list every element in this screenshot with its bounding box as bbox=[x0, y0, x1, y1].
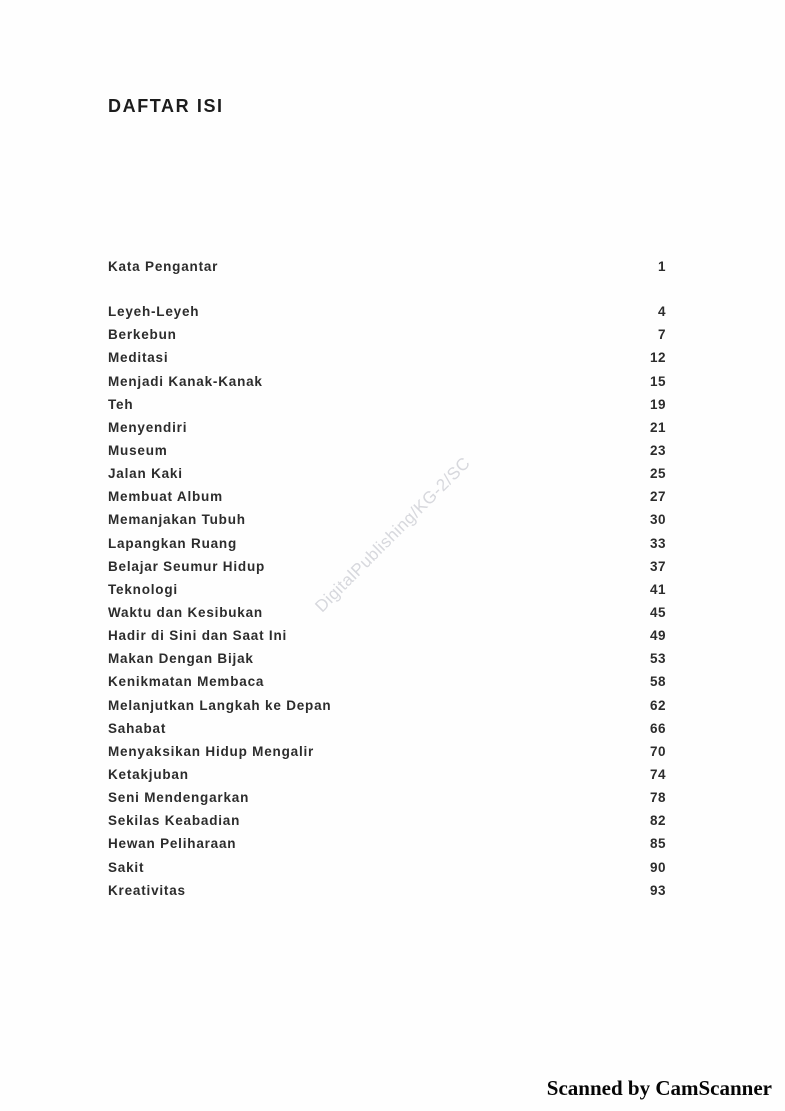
toc-row bbox=[108, 439, 666, 462]
toc-entry-page-number: 7 bbox=[657, 327, 666, 343]
toc-entry-page-number: 27 bbox=[649, 489, 666, 505]
toc-entry-label: Ketakjuban bbox=[108, 767, 189, 783]
toc-entry-label: Makan Dengan Bijak bbox=[108, 651, 254, 667]
toc-row bbox=[108, 740, 666, 763]
toc-entry-page-number: 12 bbox=[649, 350, 666, 366]
toc-entry-label: Membuat Album bbox=[108, 489, 223, 505]
toc-row bbox=[108, 555, 666, 578]
toc-row bbox=[108, 624, 666, 647]
toc-entry-label: Menyendiri bbox=[108, 419, 188, 435]
toc-entry-label: Menjadi Kanak-Kanak bbox=[108, 373, 263, 389]
front-matter-list bbox=[108, 255, 666, 278]
table-of-contents bbox=[108, 255, 666, 902]
toc-entry-page-number: 90 bbox=[649, 859, 666, 875]
toc-entry-label: Memanjakan Tubuh bbox=[108, 512, 246, 528]
toc-row bbox=[108, 578, 666, 601]
toc-row bbox=[108, 763, 666, 786]
scanner-credit: Scanned by CamScanner bbox=[546, 1076, 772, 1100]
toc-entry-label: Hewan Peliharaan bbox=[108, 836, 237, 852]
toc-entry-page-number: 19 bbox=[649, 396, 666, 412]
watermark-text: DigitalPublishing/KG-2/SC bbox=[311, 453, 474, 616]
toc-entry-page-number: 85 bbox=[649, 836, 666, 852]
toc-row bbox=[108, 670, 666, 693]
toc-entry-label: Menyaksikan Hidup Mengalir bbox=[108, 743, 315, 759]
toc-entry-page-number: 53 bbox=[649, 651, 666, 667]
toc-entry-page-number: 49 bbox=[649, 628, 666, 644]
toc-entry-label: Sakit bbox=[108, 859, 145, 875]
toc-row bbox=[108, 393, 666, 416]
toc-row bbox=[108, 532, 666, 555]
toc-entry-label: Waktu dan Kesibukan bbox=[108, 605, 263, 621]
chapter-list bbox=[108, 300, 666, 902]
toc-row bbox=[108, 462, 666, 485]
toc-entry-label: Sekilas Keabadian bbox=[108, 813, 241, 829]
toc-entry-page-number: 78 bbox=[649, 790, 666, 806]
toc-entry-page-number: 58 bbox=[649, 674, 666, 690]
toc-entry-label: Hadir di Sini dan Saat Ini bbox=[108, 628, 288, 644]
toc-entry-page-number: 33 bbox=[649, 535, 666, 551]
toc-entry-page-number: 21 bbox=[649, 419, 666, 435]
page-title: DAFTAR ISI bbox=[108, 96, 224, 116]
toc-row bbox=[108, 416, 666, 439]
toc-entry-label: Jalan Kaki bbox=[108, 466, 183, 482]
toc-entry-page-number: 66 bbox=[649, 720, 666, 736]
toc-row bbox=[108, 694, 666, 717]
toc-entry-page-number: 93 bbox=[649, 882, 666, 898]
toc-row bbox=[108, 647, 666, 670]
toc-entry-label: Kenikmatan Membaca bbox=[108, 674, 265, 690]
toc-row bbox=[108, 255, 666, 278]
toc-entry-label: Sahabat bbox=[108, 720, 167, 736]
toc-row bbox=[108, 809, 666, 832]
toc-entry-page-number: 4 bbox=[657, 304, 666, 320]
toc-entry-page-number: 82 bbox=[649, 813, 666, 829]
toc-row bbox=[108, 879, 666, 902]
toc-entry-label: Kata Pengantar bbox=[108, 259, 219, 275]
toc-row bbox=[108, 717, 666, 740]
toc-entry-page-number: 25 bbox=[649, 466, 666, 482]
toc-entry-page-number: 15 bbox=[649, 373, 666, 389]
toc-entry-label: Belajar Seumur Hidup bbox=[108, 558, 266, 574]
toc-entry-page-number: 1 bbox=[657, 259, 666, 275]
toc-entry-label: Melanjutkan Langkah ke Depan bbox=[108, 697, 332, 713]
toc-entry-label: Leyeh-Leyeh bbox=[108, 304, 200, 320]
toc-entry-page-number: 70 bbox=[649, 743, 666, 759]
toc-row bbox=[108, 485, 666, 508]
toc-row bbox=[108, 508, 666, 531]
toc-row bbox=[108, 300, 666, 323]
toc-entry-page-number: 23 bbox=[649, 443, 666, 459]
toc-entry-page-number: 74 bbox=[649, 767, 666, 783]
toc-row bbox=[108, 832, 666, 855]
toc-row bbox=[108, 370, 666, 393]
toc-entry-page-number: 30 bbox=[649, 512, 666, 528]
toc-entry-page-number: 41 bbox=[649, 581, 666, 597]
toc-entry-page-number: 37 bbox=[649, 558, 666, 574]
toc-row bbox=[108, 856, 666, 879]
toc-row bbox=[108, 346, 666, 369]
toc-entry-label: Kreativitas bbox=[108, 882, 186, 898]
toc-entry-page-number: 62 bbox=[649, 697, 666, 713]
toc-entry-label: Teh bbox=[108, 396, 134, 412]
toc-entry-label: Teknologi bbox=[108, 581, 178, 597]
toc-entry-page-number: 45 bbox=[649, 605, 666, 621]
toc-entry-label: Seni Mendengarkan bbox=[108, 790, 250, 806]
toc-row bbox=[108, 323, 666, 346]
toc-entry-label: Meditasi bbox=[108, 350, 169, 366]
toc-row bbox=[108, 786, 666, 809]
toc-entry-label: Lapangkan Ruang bbox=[108, 535, 238, 551]
toc-row bbox=[108, 601, 666, 624]
toc-entry-label: Museum bbox=[108, 443, 168, 459]
toc-entry-label: Berkebun bbox=[108, 327, 177, 343]
